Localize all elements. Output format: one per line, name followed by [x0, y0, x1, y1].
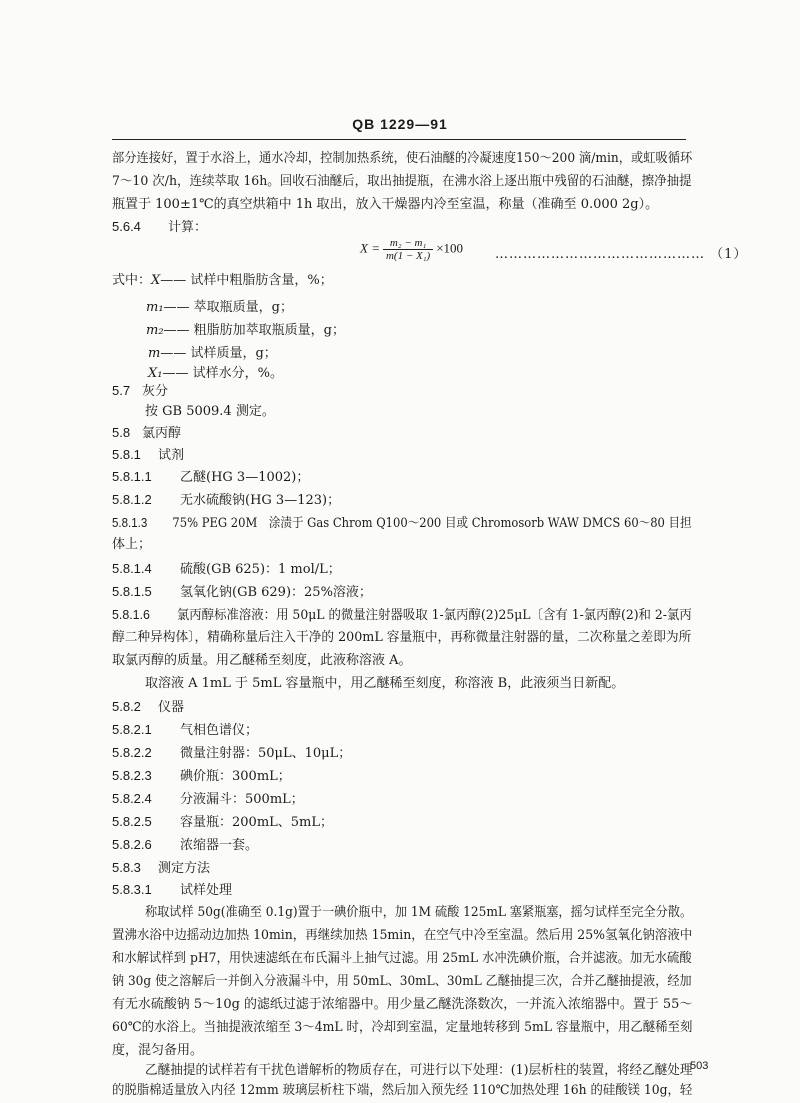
paragraph-line: 按 GB 5009.4 测定。 — [145, 404, 275, 419]
section-5-8-3-1 — [112, 882, 232, 899]
fat-formula — [360, 237, 463, 262]
where-var — [146, 296, 293, 315]
paragraph-line: 体上； — [112, 537, 152, 552]
paragraph-line: 瓶置于 100±1℃的真空烘箱中 1h 取出，放入干燥器内冷至室温，称量（准确至 0.000 2g）。 — [112, 197, 659, 212]
item-number: 5.8.2.4 — [112, 791, 152, 806]
var-desc: —— 粗脂肪加萃取瓶质量，g； — [163, 323, 346, 338]
list-item: 5.8.1.1 乙醚(HG 3—1002)； — [112, 469, 310, 485]
formula-fraction — [383, 237, 433, 262]
section-5-8-2 — [112, 699, 184, 716]
item-number: 5.8.1.4 — [112, 561, 152, 576]
list-item: 5.8.2.5 容量瓶：200mL、5mL； — [112, 814, 334, 830]
item-number: 5.8.1.2 — [112, 492, 152, 507]
list-item: 5.8.1.6 氯丙醇标准溶液：用 50μL 的微量注射器吸取 1-氯丙醇(2)25μL〔含有 1-氯丙醇(2)和 2-氯丙 — [112, 607, 692, 623]
var-desc: —— 萃取瓶质量，g； — [163, 300, 294, 315]
list-item: 5.8.2.1 气相色谱仪； — [112, 722, 259, 738]
section-number: 5.8 — [112, 425, 131, 440]
formula-numerator: m₂ − m₁ — [383, 237, 433, 250]
section-5-6-4 — [112, 219, 207, 236]
list-item: 5.8.1.2 无水硫酸钠(HG 3—123)； — [112, 492, 341, 508]
standard-number-header: QB 1229—91 — [352, 116, 448, 132]
header-rule — [112, 139, 686, 140]
var-desc: —— 试样水分，%。 — [162, 366, 283, 381]
formula-equation-number: ……………………………………… （1） — [495, 247, 748, 262]
paragraph-line: 和水解试样到 pH7，用快速滤纸在布氏漏斗上抽气过滤。用 25mL 水冲洗碘价瓶，合并滤液。加无水硫酸 — [112, 951, 692, 966]
section-title: 试剂 — [158, 448, 185, 463]
item-number: 5.8.2.1 — [112, 722, 152, 737]
var-symbol: X₁ — [148, 366, 163, 381]
formula-rhs: ×100 — [436, 240, 464, 256]
section-title: 氯丙醇 — [142, 426, 182, 441]
var-symbol: X — [151, 273, 161, 288]
item-number: 5.8.2.6 — [112, 837, 152, 852]
item-number: 5.8.1.6 — [112, 607, 150, 622]
var-symbol: m — [148, 346, 161, 361]
var-desc: —— 试样质量，g； — [160, 346, 277, 361]
section-number: 5.8.1 — [112, 447, 141, 462]
where-var — [148, 362, 283, 381]
paragraph-line: 醇二种异构体〕，精确称量后注入干净的 200mL 容量瓶中，再称微量注射器的量，二次称量之差即为所 — [112, 630, 692, 645]
item-number: 5.8.1.3 — [112, 515, 148, 530]
section-number: 5.8.3.1 — [112, 882, 152, 897]
list-item: 5.8.2.4 分液漏斗：500mL； — [112, 791, 304, 807]
section-number: 5.8.2 — [112, 699, 141, 714]
list-item: 5.8.1.4 硫酸(GB 625)：1 mol/L； — [112, 561, 341, 577]
list-item: 5.8.1.5 氢氧化钠(GB 629)：25%溶液； — [112, 584, 372, 600]
section-number: 5.6.4 — [112, 219, 141, 234]
item-number: 5.8.1.1 — [112, 469, 152, 484]
where-var — [146, 319, 345, 338]
item-number: 5.8.2.2 — [112, 745, 152, 760]
formula-lhs: X = — [360, 240, 380, 256]
paragraph-line: 的脱脂棉适量放入内径 12mm 玻璃层析柱下端，然后加入预先经 110℃加热处理 16h 的硅酸镁 10g，轻 — [112, 1083, 693, 1098]
paragraph-line: 取溶液 A 1mL 于 5mL 容量瓶中，用乙醚稀至刻度，称溶液 B，此液须当日新配。 — [145, 676, 625, 691]
item-number: 5.8.2.5 — [112, 814, 152, 829]
paragraph-line: 部分连接好，置于水浴上，通水冷却，控制加热系统，使石油醚的冷凝速度150～200 滴/min，或虹吸循环 — [112, 151, 693, 166]
paragraph-line: 乙醚抽提的试样若有干扰色谱解析的物质存在，可进行以下处理：(1)层析柱的装置，将经乙醚处理 — [145, 1063, 693, 1078]
list-item: 5.8.2.2 微量注射器：50μL、10μL； — [112, 745, 352, 761]
section-title: 测定方法 — [158, 861, 211, 876]
var-desc: —— 试样中粗脂肪含量，%； — [160, 273, 333, 288]
where-var — [148, 342, 277, 361]
paragraph-line: 7～10 次/h，连续萃取 16h。回收石油醚后，取出抽提瓶，在沸水浴上逐出瓶中残留的石油醚，擦净抽提 — [112, 174, 692, 189]
paragraph-line: 60℃的水浴上。当抽提液浓缩至 3～4mL 时，冷却到室温，定量地转移到 5mL 容量瓶中，用乙醚稀至刻 — [112, 1020, 693, 1035]
section-title: 灰分 — [142, 384, 169, 399]
paragraph-line: 度，混匀备用。 — [112, 1043, 204, 1058]
paragraph-line: 置沸水浴中边摇动边加热 10min，再继续加热 15min，在空气中冷至室温。然后用 25%氢氧化钠溶液中 — [112, 928, 693, 943]
list-item: 5.8.2.3 碘价瓶：300mL； — [112, 768, 291, 784]
where-intro: 式中：X—— 试样中粗脂肪含量，%； — [112, 273, 333, 288]
section-5-8-3 — [112, 860, 210, 877]
section-title: 仪器 — [158, 700, 185, 715]
list-item: 5.8.2.6 浓缩器一套。 — [112, 837, 259, 853]
list-item: 5.8.1.3 75% PEG 20M 涂渍于 Gas Chrom Q100～200 目或 Chromosorb WAW DMCS 60～80 目担 — [112, 515, 692, 531]
var-symbol: m₂ — [146, 323, 164, 338]
paragraph-line: 钠 30g 使之溶解后一并倒入分液漏斗中，用 50mL、30mL、30mL 乙醚抽提三次，合并乙醚抽提液，经加 — [112, 974, 692, 989]
section-5-8 — [112, 425, 181, 442]
item-number: 5.8.1.5 — [112, 584, 152, 599]
paragraph-line: 有无水硫酸钠 5～10g 的滤纸过滤于浓缩器中。用少量乙醚洗涤数次，一并流入浓缩器中。置于 55～ — [112, 997, 693, 1012]
var-symbol: m₁ — [146, 300, 164, 315]
section-5-7 — [112, 383, 168, 400]
section-5-8-1 — [112, 447, 184, 464]
page-number: 503 — [690, 1060, 709, 1072]
section-number: 5.7 — [112, 383, 131, 398]
section-title: 计算： — [168, 220, 208, 235]
item-number: 5.8.2.3 — [112, 768, 152, 783]
section-number: 5.8.3 — [112, 860, 141, 875]
section-title: 试样处理 — [180, 883, 233, 898]
formula-denominator: m(1 − X₁) — [385, 250, 431, 262]
paragraph-line: 称取试样 50g(准确至 0.1g)置于一碘价瓶中，加 1M 硫酸 125mL 塞紧瓶塞，摇匀试样至完全分散。 — [145, 905, 693, 920]
paragraph-line: 取氯丙醇的质量。用乙醚稀至刻度，此液称溶液 A。 — [112, 653, 412, 668]
